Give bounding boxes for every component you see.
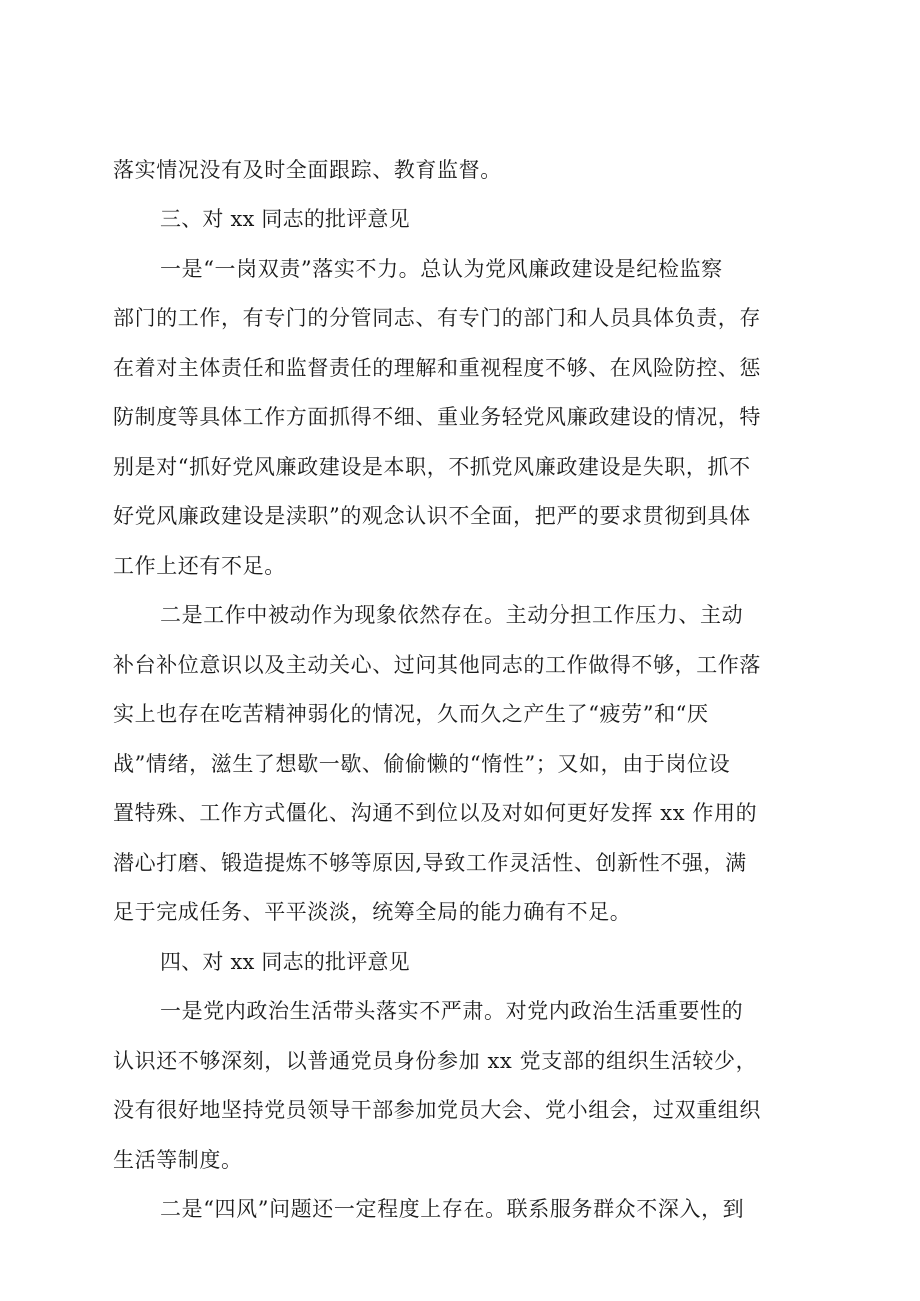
paragraph-line: 好党风廉政建设是渎职”的观念认识不全面，把严的要求贯彻到具体 [113,504,751,528]
paragraph-line: 二是工作中被动作为现象依然存在。主动分担工作压力、主动 [160,603,744,627]
paragraph-line: 没有很好地坚持党员领导干部参加党员大会、党小组会，过双重组织 [113,1098,761,1122]
paragraph-line: 在着对主体责任和监督责任的理解和重视程度不够、在风险防控、惩 [113,356,761,380]
paragraph-line: 实上也存在吃苦精神弱化的情况，久而久之产生了“疲劳”和“厌 [113,702,709,726]
paragraph-line: 补台补位意识以及主动关心、过问其他同志的工作做得不够，工作落 [113,653,761,677]
paragraph-line: 置特殊、工作方式僵化、沟通不到位以及对如何更好发挥 xx 作用的 [113,801,758,825]
paragraph-line: 别是对“抓好党风廉政建设是本职，不抓党风廉政建设是失职，抓不 [113,455,751,479]
paragraph-line: 认识还不够深刻，以普通党员身份参加 xx 党支部的组织生活较少， [113,1049,758,1073]
paragraph-line: 一是“一岗双责”落实不力。总认为党风廉政建设是纪检监察 [160,257,723,281]
paragraph-line: 防制度等具体工作方面抓得不细、重业务轻党风廉政建设的情况，特 [113,405,761,429]
paragraph-line: 部门的工作，有专门的分管同志、有专门的部门和人员具体负责，存 [113,306,761,330]
paragraph-line: 二是“四风”问题还一定程度上存在。联系服务群众不深入，到 [160,1197,745,1221]
section-heading: 三、对 xx 同志的批评意见 [160,207,410,231]
paragraph-line: 战”情绪，滋生了想歇一歇、偷偷懒的“惰性”；又如，由于岗位设 [113,752,731,776]
paragraph-line: 生活等制度。 [113,1148,243,1172]
paragraph-line: 工作上还有不足。 [113,554,286,578]
paragraph-line: 潜心打磨、锻造提炼不够等原因,导致工作灵活性、创新性不强，满 [113,851,747,875]
section-heading: 四、对 xx 同志的批评意见 [160,950,410,974]
paragraph-line: 一是党内政治生活带头落实不严肃。对党内政治生活重要性的 [160,999,744,1023]
paragraph-line: 落实情况没有及时全面跟踪、教育监督。 [113,158,502,182]
paragraph-line: 足于完成任务、平平淡淡，统筹全局的能力确有不足。 [113,900,632,924]
